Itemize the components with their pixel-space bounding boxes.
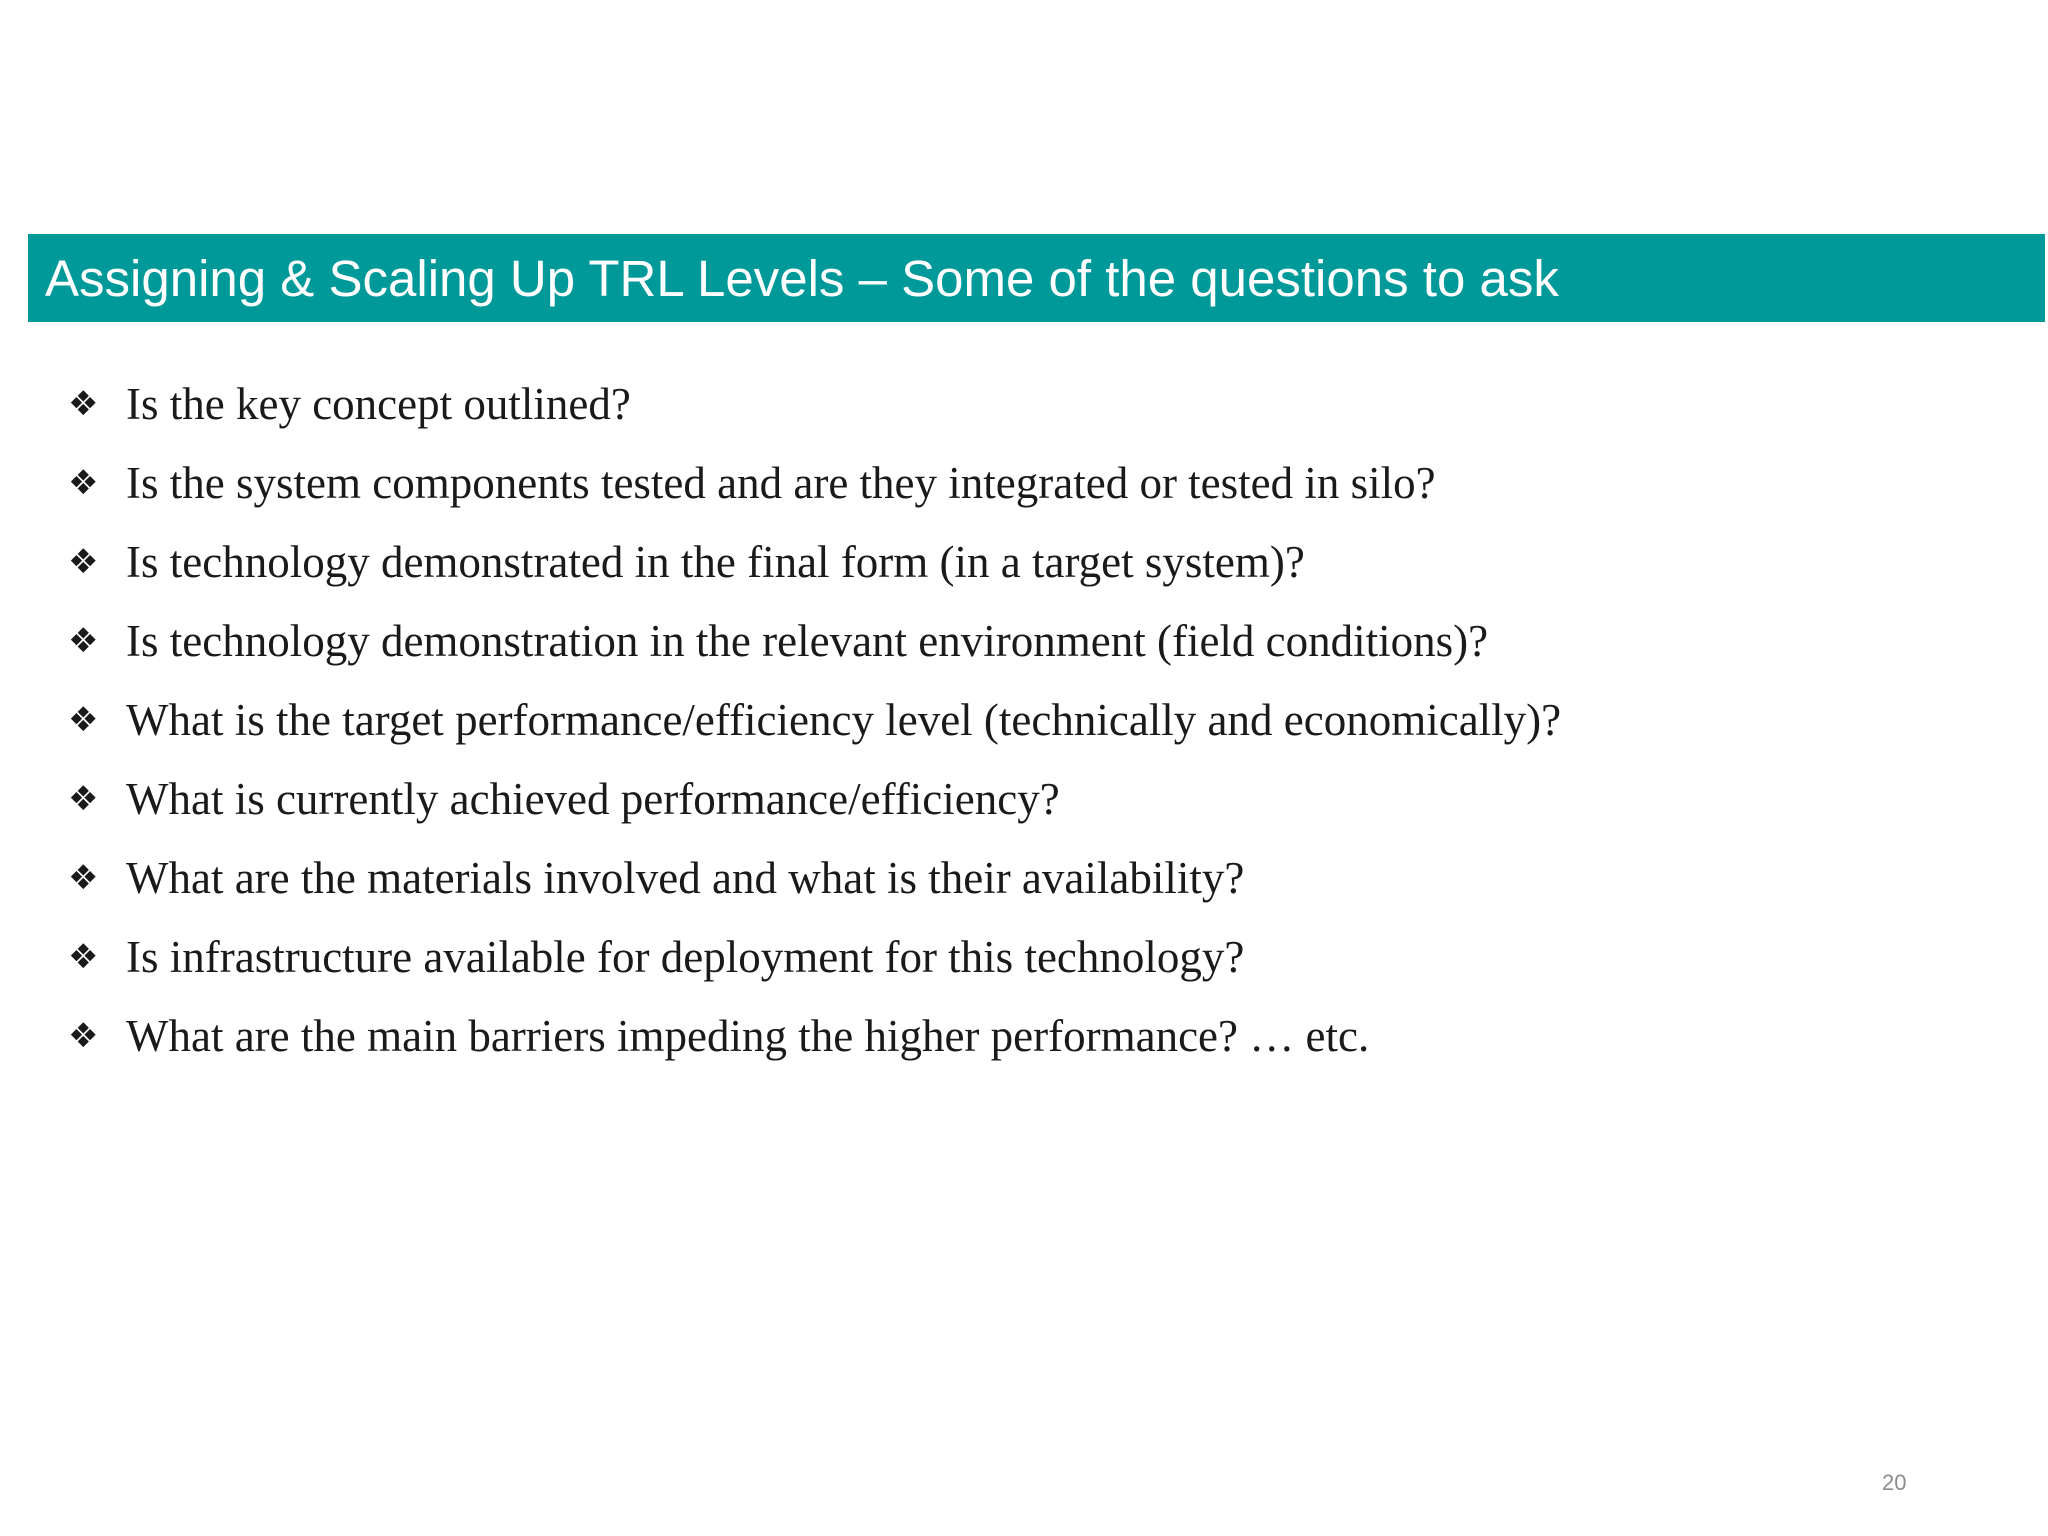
bullet-text: What are the main barriers impeding the higher performance? … etc. <box>126 1011 1370 1061</box>
list-item <box>68 457 1561 536</box>
list-item <box>68 931 1561 1010</box>
list-item <box>68 773 1561 852</box>
diamond-bullet-icon: ❖ <box>68 937 99 977</box>
list-item <box>68 615 1561 694</box>
diamond-bullet-icon: ❖ <box>68 779 99 819</box>
bullet-text: Is the key concept outlined? <box>126 379 631 429</box>
bullet-text: Is technology demonstration in the relevant environment (field conditions)? <box>126 616 1489 666</box>
diamond-bullet-icon: ❖ <box>68 700 99 740</box>
diamond-bullet-icon: ❖ <box>68 858 99 898</box>
bullet-text: What is the target performance/efficiency level (technically and economically)? <box>126 695 1562 745</box>
diamond-bullet-icon: ❖ <box>68 463 99 503</box>
page-number: 20 <box>1882 1470 1907 1495</box>
list-item <box>68 536 1561 615</box>
slide-title: Assigning & Scaling Up TRL Levels – Some of the questions to ask <box>45 249 1559 307</box>
list-item <box>68 378 1561 457</box>
diamond-bullet-icon: ❖ <box>68 1016 99 1056</box>
bullet-text: What are the materials involved and what is their availability? <box>126 853 1245 903</box>
bullet-text: Is technology demonstrated in the final form (in a target system)? <box>126 537 1305 587</box>
list-item <box>68 694 1561 773</box>
list-item <box>68 852 1561 931</box>
bullet-text: What is currently achieved performance/efficiency? <box>126 774 1060 824</box>
title-bar <box>28 234 2045 322</box>
diamond-bullet-icon: ❖ <box>68 384 99 424</box>
bullet-list <box>68 378 1561 1089</box>
diamond-bullet-icon: ❖ <box>68 542 99 582</box>
list-item <box>68 1010 1561 1089</box>
bullet-text: Is infrastructure available for deployment for this technology? <box>126 932 1245 982</box>
bullet-text: Is the system components tested and are they integrated or tested in silo? <box>126 458 1436 508</box>
diamond-bullet-icon: ❖ <box>68 621 99 661</box>
